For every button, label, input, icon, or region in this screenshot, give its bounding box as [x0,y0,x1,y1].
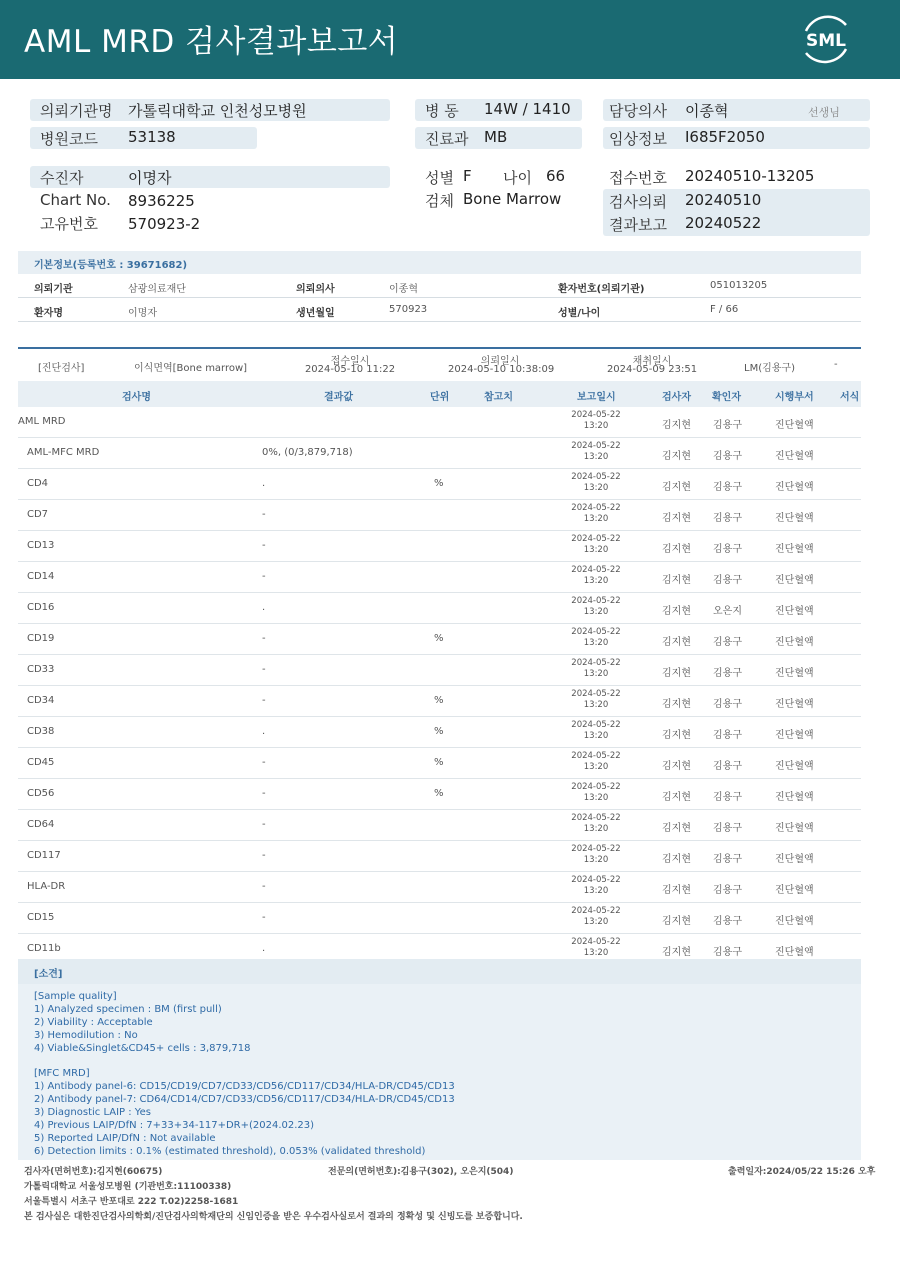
dept-name: 진단혈액 [775,513,814,524]
test-result: - [262,509,266,520]
basic-info-title: 기본정보(등록번호 : 39671682) [34,260,188,271]
comment-line: 5) Reported LAIP/DfN : Not available [34,1132,216,1144]
col-reference: 참고치 [484,392,513,403]
doctor-value: 이종혁 [685,102,729,120]
comment-line: 3) Hemodilution : No [34,1029,138,1041]
report-date: 2024-05-22 [571,503,621,513]
collect-datetime-value: 2024-05-09 23:51 [606,364,698,375]
report-time: 13:20 [583,700,609,710]
test-result: - [262,664,266,675]
report-date: 2024-05-22 [571,844,621,854]
comment-line: 2) Antibody panel-7: CD64/CD14/CD7/CD33/CD56/CD117/CD34/HLA-DR/CD45/CD13 [34,1094,455,1106]
report-date: 2024-05-22 [571,565,621,575]
report-time: 13:20 [583,452,609,462]
receipt-label: 접수번호 [609,169,667,187]
tester-name: 김지현 [662,730,691,741]
comment-body [18,984,861,1160]
test-name: CD117 [27,850,61,861]
test-name: CD38 [27,726,55,737]
test-name: AML-MFC MRD [27,447,100,458]
report-date: 2024-05-22 [571,534,621,544]
receipt-datetime-value: 2024-05-10 11:22 [304,364,396,375]
tester-name: 김지현 [662,668,691,679]
age-label: 나이 [503,169,532,187]
report-datetime [566,627,626,649]
test-unit: % [434,633,444,644]
confirmer-name: 오은지 [713,606,742,617]
col-test-name: 검사명 [122,392,151,403]
report-datetime [566,503,626,525]
report-datetime [566,813,626,835]
test-name: HLA-DR [27,881,66,892]
report-time: 13:20 [583,762,609,772]
footer-hospital: 가톨릭대학교 서울성모병원 (기관번호:11100338) [24,1182,232,1192]
report-time: 13:20 [583,824,609,834]
report-date: 2024-05-22 [571,751,621,761]
report-date: 2024-05-22 [571,782,621,792]
comment-line: 2) Viability : Acceptable [34,1016,153,1028]
dept-name: 진단혈액 [775,885,814,896]
report-datetime [566,720,626,742]
col-unit: 단위 [430,392,450,403]
age-value: 66 [546,167,566,185]
basic-label: 생년월일 [296,308,335,319]
report-time: 13:20 [583,421,609,431]
basic-info-row-1 [18,274,861,298]
table-row [18,810,861,841]
confirmer-name: 김용구 [713,854,742,865]
hospital-code-label: 병원코드 [40,130,98,148]
confirmer-name: 김용구 [713,792,742,803]
receipt-value: 20240510-13205 [685,167,815,185]
chart-value: 8936225 [128,192,195,210]
tester-name: 김지현 [662,606,691,617]
footer-address: 서울특별시 서초구 반포대로 222 T.02)2258-1681 [24,1197,239,1207]
test-name: CD11b [27,943,61,954]
clinical-value: I685F2050 [685,128,765,146]
report-datetime [566,689,626,711]
report-time: 13:20 [583,731,609,741]
confirmer-name: 김용구 [713,730,742,741]
tester-name: 김지현 [662,420,691,431]
specimen-label: 검체 [425,192,454,210]
report-time: 13:20 [583,576,609,586]
report-datetime [566,534,626,556]
comment-line: 6) Detection limits : 0.1% (estimated threshold), 0.053% (validated threshold) [34,1145,426,1157]
comment-line: 3) Diagnostic LAIP : Yes [34,1107,151,1119]
report-datetime [566,844,626,866]
report-date: 2024-05-22 [571,410,621,420]
basic-value: 이종혁 [389,284,418,295]
comment-line: 1) Antibody panel-6: CD15/CD19/CD7/CD33/CD56/CD117/CD34/HLA-DR/CD45/CD13 [34,1081,455,1093]
report-time: 13:20 [583,514,609,524]
dept-name: 진단혈액 [775,947,814,958]
report-time: 13:20 [583,483,609,493]
dept-name: 진단혈액 [775,668,814,679]
footer-notice: 본 검사실은 대한진단검사의학회/진단검사의학재단의 신임인증을 받은 우수검사실로서 결과의 정확성 및 신빙도를 보증합니다. [24,1212,523,1222]
report-datetime [566,751,626,773]
report-datetime [566,472,626,494]
confirmer-name: 김용구 [713,885,742,896]
test-name: CD45 [27,757,55,768]
report-date: 2024-05-22 [571,906,621,916]
test-result: - [262,757,266,768]
dept-name: 진단혈액 [775,606,814,617]
logo-text: SML [806,31,846,51]
doctor-suffix: 선생님 [808,106,840,119]
col-confirmer: 확인자 [712,392,741,403]
col-format: 서식 [840,392,860,403]
tester-name: 김지현 [662,513,691,524]
tester-name: 김지현 [662,482,691,493]
report-date: 2024-05-22 [571,937,621,947]
dept-name: 진단혈액 [775,916,814,927]
confirmer-name: 김용구 [713,513,742,524]
report-header [0,0,900,79]
collect-datetime-label: 채취일시 [632,356,672,367]
table-row [18,438,861,469]
dept-name: 진단혈액 [775,482,814,493]
comment-title: [소견] [34,969,63,980]
basic-label: 의뢰의사 [296,284,335,295]
test-name: CD34 [27,695,55,706]
basic-value: 570923 [389,304,428,315]
test-name: AML MRD [18,416,66,427]
confirmer-name: 김용구 [713,482,742,493]
report-date: 2024-05-22 [571,472,621,482]
report-datetime [566,565,626,587]
report-time: 13:20 [583,669,609,679]
patient-pill [30,166,390,188]
table-row [18,407,861,438]
dept-name: 진단혈액 [775,637,814,648]
confirmer-name: 김용구 [713,761,742,772]
dept-name: 진단혈액 [775,575,814,586]
report-date: 2024-05-22 [571,689,621,699]
tester-name: 김지현 [662,916,691,927]
tester-name: 김지현 [662,575,691,586]
table-row [18,903,861,934]
test-result: - [262,881,266,892]
report-date: 2024-05-22 [571,658,621,668]
patient-label: 수진자 [40,169,84,187]
test-result: . [262,943,266,954]
table-row [18,748,861,779]
report-datetime [566,875,626,897]
test-name: CD14 [27,571,55,582]
table-row [18,531,861,562]
tester-name: 김지현 [662,451,691,462]
confirmer-name: 김용구 [713,699,742,710]
test-unit: % [434,757,444,768]
dept-name: 진단혈액 [775,451,814,462]
dept-name: 진단혈액 [775,792,814,803]
tester-name: 김지현 [662,544,691,555]
test-result: . [262,478,266,489]
unique-label: 고유번호 [40,215,98,233]
table-row [18,841,861,872]
sex-label: 성별 [425,169,454,187]
specimen-value: Bone Marrow [463,190,562,208]
confirmer-name: 김용구 [713,420,742,431]
table-row [18,779,861,810]
ward-label: 병 동 [425,102,459,120]
basic-label: 성별/나이 [558,308,601,319]
report-datetime [566,658,626,680]
report-datetime [566,937,626,959]
request-datetime-label: 의뢰일시 [480,356,520,367]
col-tester: 검사자 [662,392,691,403]
col-report-date: 보고일시 [577,392,616,403]
col-dept: 시행부서 [775,392,814,403]
test-result: - [262,540,266,551]
institution-label: 의뢰기관명 [40,102,113,120]
dept-name: 진단혈액 [775,544,814,555]
table-row [18,469,861,500]
test-result: . [262,726,266,737]
test-result: 0%, (0/3,879,718) [262,447,353,458]
report-time: 13:20 [583,638,609,648]
dept-name: 진단혈액 [775,699,814,710]
report-time: 13:20 [583,917,609,927]
table-row [18,872,861,903]
basic-info-header [18,251,861,274]
tester-name: 김지현 [662,792,691,803]
test-result: - [262,695,266,706]
report-date: 2024-05-22 [571,813,621,823]
basic-value: 051013205 [710,280,768,291]
test-result: . [262,602,266,613]
test-unit: % [434,788,444,799]
confirmer-name: 김용구 [713,916,742,927]
confirmer-name: 김용구 [713,823,742,834]
basic-label: 환자번호(의뢰기관) [558,284,645,295]
report-datetime [566,410,626,432]
report-time: 13:20 [583,855,609,865]
footer-printed: 출력일자:2024/05/22 15:26 오후 [728,1167,876,1177]
table-row [18,562,861,593]
receipt-datetime-label: 접수일시 [330,356,370,367]
report-datetime [566,441,626,463]
report-datetime [566,906,626,928]
test-name: CD19 [27,633,55,644]
confirmer-name: 김용구 [713,544,742,555]
hospital-code-value: 53138 [128,128,176,146]
dept-label: 진료과 [425,130,469,148]
report-time: 13:20 [583,793,609,803]
report-date: 2024-05-22 [571,596,621,606]
dept-name: 진단혈액 [775,761,814,772]
report-value: 20240522 [685,214,762,232]
confirmer-name: 김용구 [713,668,742,679]
test-name: CD64 [27,819,55,830]
dept-name: 진단혈액 [775,823,814,834]
test-dash: - [834,359,838,370]
ward-value: 14W / 1410 [484,100,571,118]
request-value: 20240510 [685,191,762,209]
dept-name: 진단혈액 [775,730,814,741]
table-row [18,500,861,531]
request-label: 검사의뢰 [609,193,667,211]
confirmer-name: 김용구 [713,451,742,462]
comment-header [18,959,861,984]
test-unit: % [434,695,444,706]
basic-info-row-2 [18,298,861,322]
test-result: - [262,788,266,799]
test-info-row [18,349,861,381]
test-name: CD13 [27,540,55,551]
basic-value: 이명자 [128,308,157,319]
confirmer-name: 김용구 [713,947,742,958]
table-column-header [18,381,861,407]
comment-line: 4) Viable&Singlet&CD45+ cells : 3,879,718 [34,1042,251,1054]
test-result: - [262,571,266,582]
test-unit: % [434,726,444,737]
test-result: - [262,633,266,644]
report-date: 2024-05-22 [571,875,621,885]
tester-name: 김지현 [662,885,691,896]
report-datetime [566,782,626,804]
basic-value: F / 66 [710,304,739,315]
col-result: 결과값 [324,392,353,403]
footer-tester: 검사자(면허번호):김지현(60675) [24,1167,163,1177]
tester-name: 김지현 [662,637,691,648]
tester-name: 김지현 [662,761,691,772]
sex-value: F [463,167,472,185]
comment-line: 4) Previous LAIP/DfN : 7+33+34-117+DR+(2024.02.23) [34,1120,315,1131]
basic-label: 환자명 [34,308,63,319]
test-name: CD4 [27,478,49,489]
institution-value: 가톨릭대학교 인천성모병원 [128,102,307,120]
tester-name: 김지현 [662,823,691,834]
request-datetime-value: 2024-05-10 10:38:09 [448,364,555,375]
comment-line: 1) Analyzed specimen : BM (first pull) [34,1003,222,1015]
report-time: 13:20 [583,545,609,555]
test-result: - [262,850,266,861]
sml-logo-icon [798,13,854,65]
table-row [18,717,861,748]
report-date: 2024-05-22 [571,627,621,637]
report-date: 2024-05-22 [571,441,621,451]
table-row [18,624,861,655]
report-title: AML MRD 검사결과보고서 [24,24,399,60]
test-result: - [262,912,266,923]
report-datetime [566,596,626,618]
doctor-label: 담당의사 [609,102,667,120]
basic-value: 삼광의료재단 [128,284,186,295]
clinical-label: 임상정보 [609,130,667,148]
tester-name: 김지현 [662,947,691,958]
test-name: CD56 [27,788,55,799]
tester-name: 김지현 [662,699,691,710]
test-category: [진단검사] [38,363,85,374]
report-time: 13:20 [583,886,609,896]
unique-value: 570923-2 [128,215,201,233]
tester-name: 김지현 [662,854,691,865]
test-unit: % [434,478,444,489]
footer-specialist: 전문의(면허번호):김용구(302), 오은지(504) [328,1167,514,1177]
patient-value: 이명자 [128,169,172,187]
dept-name: 진단혈액 [775,854,814,865]
table-row [18,655,861,686]
table-row [18,593,861,624]
test-name: CD15 [27,912,55,923]
chart-label: Chart No. [40,191,111,209]
table-row [18,686,861,717]
basic-label: 의뢰기관 [34,284,73,295]
report-date: 2024-05-22 [571,720,621,730]
comment-line: [Sample quality] [34,991,117,1002]
comment-line: [MFC MRD] [34,1068,90,1080]
dept-value: MB [484,128,508,146]
dept-name: 진단혈액 [775,420,814,431]
test-name: CD7 [27,509,49,520]
test-name: CD33 [27,664,55,675]
test-specimen: 이식면역[Bone marrow] [134,363,248,374]
confirmer-name: 김용구 [713,575,742,586]
report-time: 13:20 [583,607,609,617]
test-result: - [262,819,266,830]
report-time: 13:20 [583,948,609,958]
test-name: CD16 [27,602,55,613]
lm-value: LM(김용구) [744,363,795,374]
confirmer-name: 김용구 [713,637,742,648]
report-label: 결과보고 [609,216,667,234]
